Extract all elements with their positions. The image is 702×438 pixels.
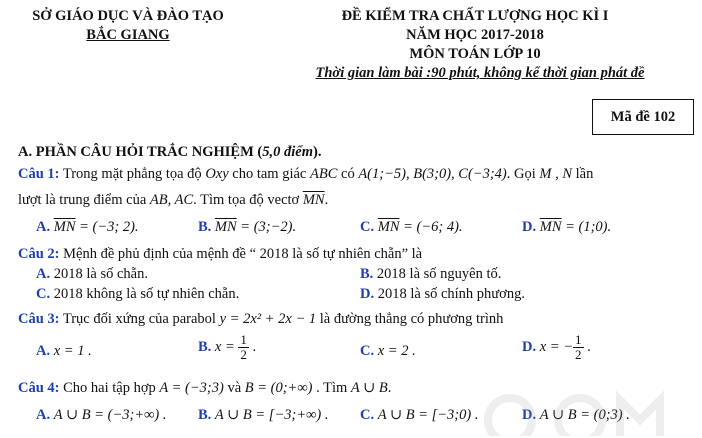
- q1-text: lần: [572, 166, 594, 182]
- q1-option-b[interactable]: [198, 219, 296, 236]
- q2-option-a[interactable]: [36, 266, 148, 283]
- question-3: [18, 311, 503, 328]
- question-1-line-1: [18, 166, 593, 183]
- fraction: [573, 333, 584, 362]
- q1-points: A(1;−5), B(3;0), C(−3;4): [358, 166, 507, 182]
- question-3-label: Câu 3:: [18, 311, 60, 327]
- option-end: .: [248, 338, 257, 355]
- q1-text: có: [337, 166, 359, 182]
- fraction-numerator: 1: [575, 332, 582, 347]
- q4-text: và: [223, 380, 245, 396]
- fraction: [238, 333, 249, 362]
- question-2: [18, 246, 422, 263]
- q4-option-c[interactable]: [360, 407, 478, 424]
- watermark-graphic: [470, 380, 670, 436]
- q3-option-a[interactable]: [36, 343, 92, 360]
- subject-title: MÔN TOÁN LỚP 10: [409, 46, 541, 62]
- option-label: D.: [522, 407, 537, 423]
- option-text: x = 2 .: [377, 343, 416, 359]
- question-4: [18, 380, 391, 397]
- option-text: A ∪ B = [−3;+∞) .: [214, 407, 329, 423]
- option-lhs: x =: [214, 338, 239, 355]
- option-label: B.: [360, 266, 374, 282]
- question-4-label: Câu 4:: [18, 380, 60, 396]
- q3-option-d[interactable]: [522, 333, 591, 362]
- q4-set-b: B = (0;+∞): [244, 380, 313, 396]
- option-label: C.: [360, 219, 375, 235]
- q2-text: Mệnh đề phủ định của mệnh đề “ 2018 là số tự nhiên chẵn” là: [59, 246, 423, 262]
- option-label: B.: [198, 338, 212, 355]
- q1-segments: AB, AC: [149, 192, 194, 208]
- q4-set-a: A = (−3;3): [159, 380, 224, 396]
- option-label: C.: [360, 343, 375, 359]
- q3-text: là đường thẳng có phương trình: [316, 311, 504, 327]
- q4-option-b[interactable]: [198, 407, 329, 424]
- question-1-line-2: [18, 192, 328, 209]
- q3-formula: y = 2x² + 2x − 1: [219, 311, 317, 327]
- q3-option-c[interactable]: [360, 343, 416, 360]
- option-label: D.: [522, 338, 537, 355]
- q4-option-a[interactable]: [36, 407, 167, 424]
- section-a-label: A. PHẦN CÂU HỎI TRẮC NGHIỆM (: [18, 144, 263, 160]
- q4-text: Cho hai tập hợp: [59, 380, 160, 396]
- option-text: 2018 là số chính phương.: [374, 286, 525, 302]
- q1-option-c[interactable]: [360, 219, 463, 236]
- option-value: = (−6; 4).: [399, 219, 463, 235]
- time-note: Thời gian làm bài :90 phút, không kể thời gian phát đề: [315, 65, 645, 81]
- q1-oxy: Oxy: [205, 166, 229, 182]
- option-text: A ∪ B = (−3;+∞) .: [53, 407, 167, 423]
- province-name: BẮC GIANG: [86, 27, 170, 43]
- q2-option-b[interactable]: [360, 266, 501, 283]
- option-label: D.: [522, 219, 537, 235]
- q2-option-d[interactable]: [360, 286, 525, 303]
- option-text: A ∪ B = (0;3) .: [539, 407, 630, 423]
- q1-option-d[interactable]: [522, 219, 611, 236]
- section-a-end: ).: [312, 144, 322, 160]
- fraction-numerator: 1: [240, 332, 247, 347]
- q4-text: .: [387, 380, 392, 396]
- q1-text: . Tìm tọa độ vectơ: [193, 192, 303, 208]
- q1-text: . Gọi: [506, 166, 540, 182]
- option-label: C.: [36, 286, 51, 302]
- exam-code-box: [592, 99, 694, 135]
- option-vector: $\overline{MN}$: [53, 219, 76, 235]
- option-label: D.: [360, 286, 375, 302]
- option-value: = (3;−2).: [236, 219, 297, 235]
- section-a-title: [18, 144, 321, 161]
- school-year: NĂM HỌC 2017-2018: [406, 27, 544, 43]
- q1-text: lượt là trung điểm của: [18, 192, 150, 208]
- option-label: A.: [36, 219, 51, 235]
- option-text: 2018 không là số tự nhiên chẵn.: [50, 286, 240, 302]
- question-2-label: Câu 2:: [18, 246, 60, 262]
- option-vector: $\overline{MN}$: [539, 219, 562, 235]
- option-text: 2018 là số nguyên tố.: [373, 266, 502, 282]
- q3-option-b[interactable]: [198, 333, 256, 362]
- exam-title: ĐỀ KIỂM TRA CHẤT LƯỢNG HỌC KÌ I: [341, 8, 609, 24]
- option-label: A.: [36, 343, 51, 359]
- option-text: A ∪ B = [−3;0) .: [377, 407, 479, 423]
- option-label: B.: [198, 407, 212, 423]
- q1-mn: M , N: [539, 166, 572, 182]
- option-value: = (−3; 2).: [75, 219, 139, 235]
- q1-triangle: ABC: [310, 166, 338, 182]
- option-text: x = 1 .: [53, 343, 92, 359]
- q1-text: .: [324, 192, 329, 208]
- option-text: 2018 là số chẵn.: [50, 266, 148, 282]
- option-label: A.: [36, 407, 51, 423]
- option-label: C.: [360, 407, 375, 423]
- q4-text: . Tìm: [312, 380, 351, 396]
- question-1-label: Câu 1:: [18, 166, 60, 182]
- option-end: .: [583, 338, 591, 355]
- q3-text: Trục đối xứng của parabol: [59, 311, 220, 327]
- option-label: B.: [198, 219, 212, 235]
- option-value: = (1;0).: [561, 219, 612, 235]
- fraction-denominator: 2: [575, 347, 582, 362]
- option-label: A.: [36, 266, 51, 282]
- section-a-points: 5,0 điểm: [262, 144, 313, 160]
- q2-option-c[interactable]: [36, 286, 239, 303]
- fraction-denominator: 2: [240, 347, 247, 362]
- option-lhs: x = −: [539, 338, 573, 355]
- option-vector: $\overline{MN}$: [377, 219, 400, 235]
- q1-text: Trong mặt phẳng tọa độ: [59, 166, 206, 182]
- exam-code: Mã đề 102: [610, 108, 676, 125]
- option-vector: $\overline{MN}$: [214, 219, 237, 235]
- department-name: SỞ GIÁO DỤC VÀ ĐÀO TẠO: [32, 8, 224, 24]
- q4-union: A ∪ B: [350, 380, 388, 396]
- q1-text: cho tam giác: [228, 166, 310, 182]
- q1-option-a[interactable]: [36, 219, 139, 236]
- q1-vector: $\overline{MN}$: [302, 192, 325, 208]
